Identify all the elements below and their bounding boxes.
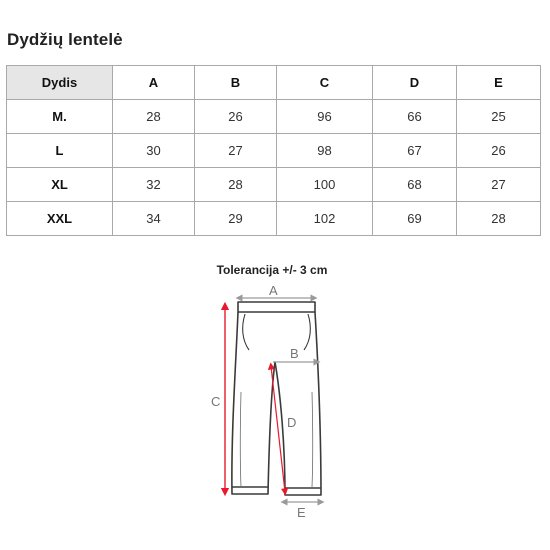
table-cell: 98 [277,134,373,168]
table-cell: 30 [113,134,195,168]
tolerance-note: Tolerancija +/- 3 cm [216,263,328,277]
label-a: A [269,283,278,298]
table-cell: 100 [277,168,373,202]
label-c: C [211,394,221,409]
column-header-size: Dydis [7,66,113,100]
page-title: Dydžių lentelė [7,30,123,49]
table-cell: 96 [277,100,373,134]
table-row [7,100,541,134]
table-cell: 67 [373,134,457,168]
table-cell: 26 [457,134,541,168]
measurement-e [284,502,321,520]
table-cell: 28 [113,100,195,134]
table-cell: 34 [113,202,195,236]
table-cell: 28 [457,202,541,236]
table-cell: 26 [195,100,277,134]
measurement-b [273,346,317,362]
column-header-c: C [277,66,373,100]
row-size-label: XL [7,168,113,202]
size-table [6,65,541,236]
table-cell: 68 [373,168,457,202]
label-e: E [297,505,306,520]
column-header-a: A [113,66,195,100]
row-size-label: XXL [7,202,113,236]
column-header-e: E [457,66,541,100]
table-cell: 27 [195,134,277,168]
row-size-label: M. [7,100,113,134]
table-cell: 66 [373,100,457,134]
pants-measurement-diagram [205,282,340,522]
table-cell: 32 [113,168,195,202]
table-row [7,202,541,236]
table-cell: 102 [277,202,373,236]
label-d: D [287,415,297,430]
label-b: B [290,346,299,361]
column-header-b: B [195,66,277,100]
table-header-row [7,66,541,100]
column-header-d: D [373,66,457,100]
row-size-label: L [7,134,113,168]
table-row [7,168,541,202]
table-cell: 69 [373,202,457,236]
measurement-a [239,283,314,298]
pants-outline-icon [232,302,321,495]
table-cell: 28 [195,168,277,202]
table-cell: 27 [457,168,541,202]
table-cell: 29 [195,202,277,236]
measurement-d [271,366,296,492]
table-row [7,134,541,168]
measurement-c [211,306,225,492]
table-cell: 25 [457,100,541,134]
